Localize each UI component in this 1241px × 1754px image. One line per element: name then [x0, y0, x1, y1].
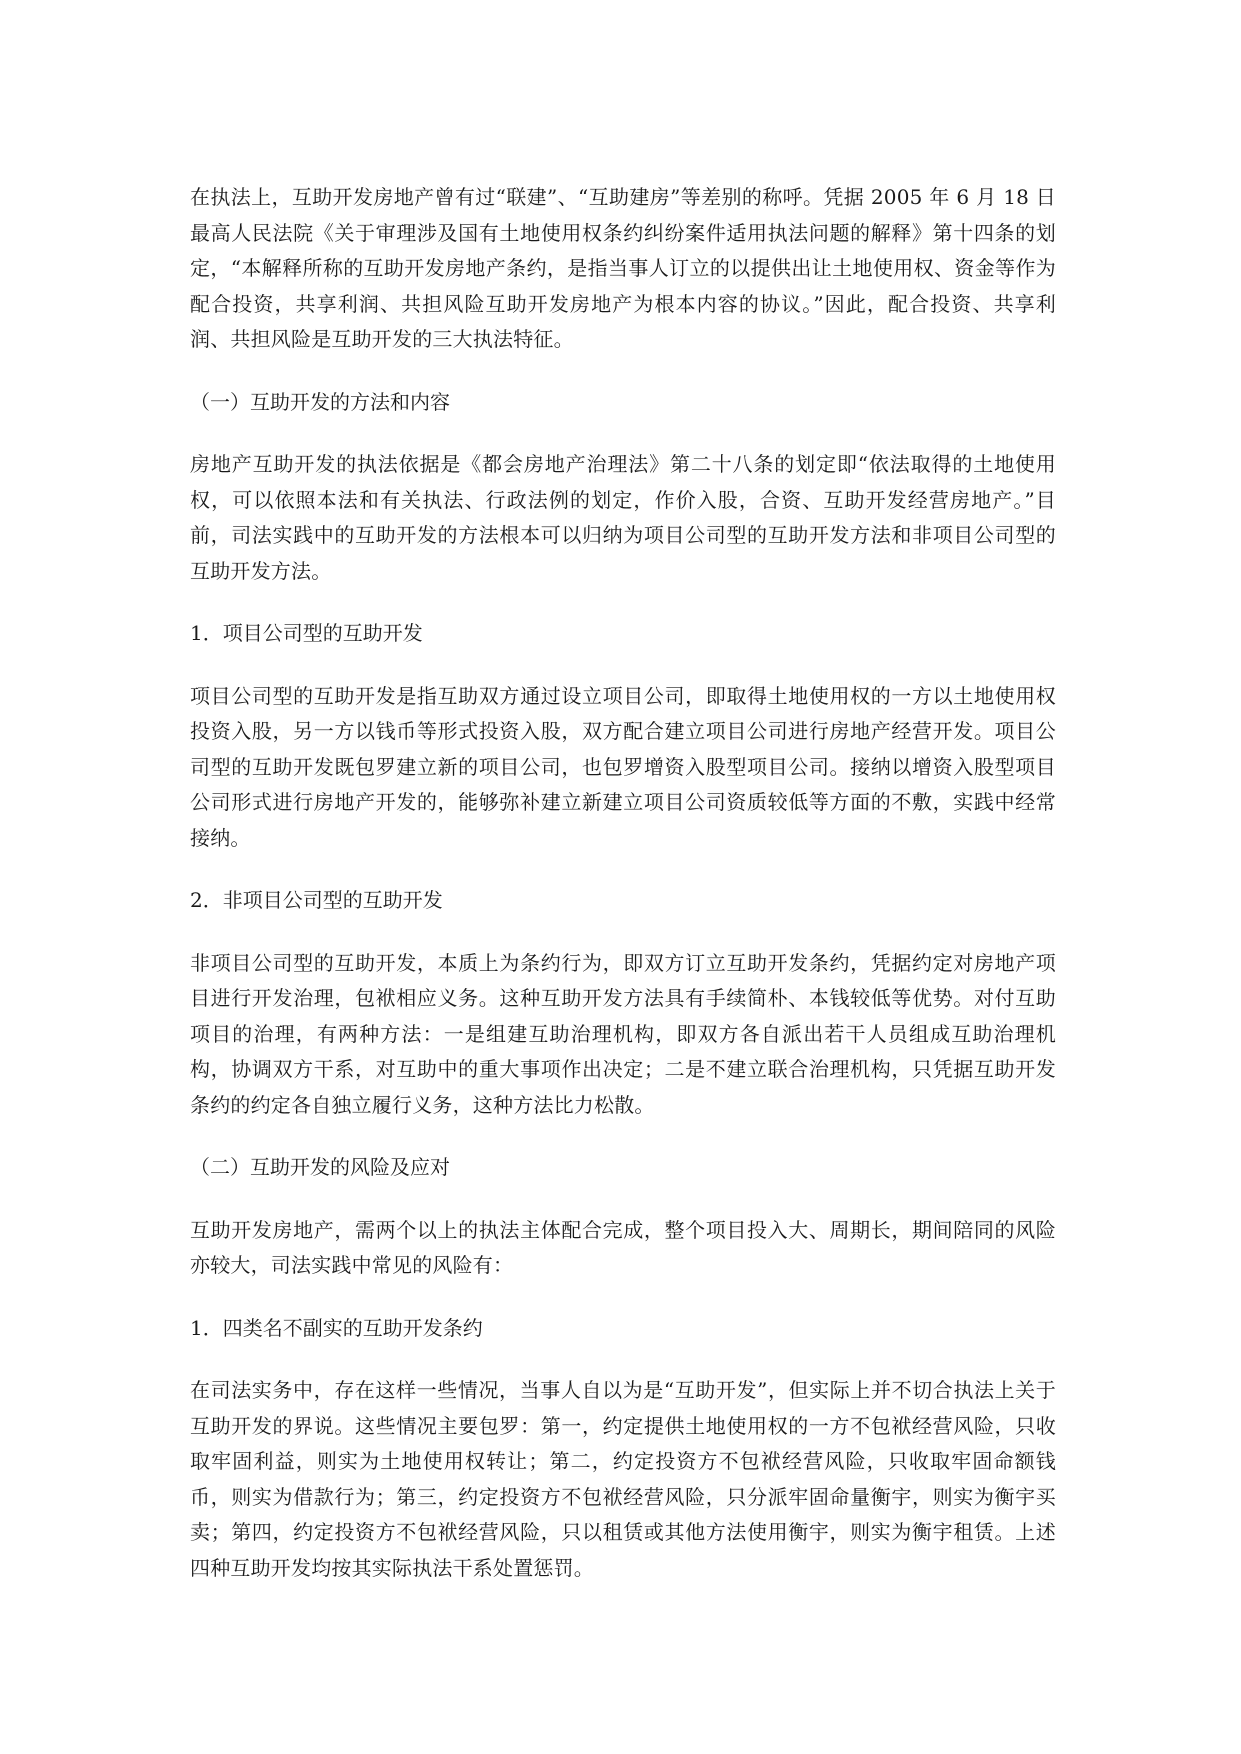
paragraph-risks-intro: 互助开发房地产，需两个以上的执法主体配合完成，整个项目投入大、周期长，期间陪同的风险亦较大，司法实践中常见的风险有： [190, 1217, 1056, 1277]
subheading-four-types: 1．四类名不副实的互助开发条约 [190, 1315, 483, 1340]
paragraph-four-types: 在司法实务中，存在这样一些情况，当事人自以为是“互助开发”，但实际上并不切合执法上关于互助开发的界说。这些情况主要包罗：第一，约定提供土地使用权的一方不包袱经营风险，只收取牢固利益，则实为土地使用权转让；第二，约定投资方不包袱经营风险，只收取牢固命额钱币，则实为借款行为；第三，约定投资方不包袱经营风险，只分派牢固命量衡宇，则实为衡宇买卖；第四，约定投资方不包袱经营风险，只以租赁或其他方法使用衡宇，则实为衡宇租赁。上述四种互助开发均按其实际执法干系处置惩罚。 [190, 1378, 1056, 1580]
section-heading-methods: （一）互助开发的方法和内容 [190, 389, 450, 414]
subheading-non-project-company: 2．非项目公司型的互助开发 [190, 888, 443, 912]
document-body [190, 180, 1056, 1586]
section-heading-risks: （二）互助开发的风险及应对 [190, 1155, 450, 1179]
paragraph-legal-basis: 房地产互助开发的执法依据是《都会房地产治理法》第二十八条的划定即“依法取得的土地使用权，可以依照本法和有关执法、行政法例的划定，作价入股，合资、互助开发经营房地产。”目前，司法实践中的互助开发的方法根本可以归纳为项目公司型的互助开发方法和非项目公司型的互助开发方法。 [190, 452, 1056, 583]
paragraph-intro: 在执法上，互助开发房地产曾有过“联建”、“互助建房”等差别的称呼。凭据 2005 年 6 月 18 日最高人民法院《关于审理涉及国有土地使用权条约纠纷案件适用执法问题的解释》第十四条的划定，“本解释所称的互助开发房地产条约，是指当事人订立的以提供出让土地使用权、资金等作为配合投资，共享利润、共担风险互助开发房地产为根本内容的协议。”因此，配合投资、共享利润、共担风险是互助开发的三大执法特征。 [190, 185, 1056, 351]
subheading-project-company: 1．项目公司型的互助开发 [190, 621, 423, 645]
paragraph-project-company: 项目公司型的互助开发是指互助双方通过设立项目公司，即取得土地使用权的一方以土地使用权投资入股，另一方以钱币等形式投资入股，双方配合建立项目公司进行房地产经营开发。项目公司型的互助开发既包罗建立新的项目公司，也包罗增资入股型项目公司。接纳以增资入股型项目公司形式进行房地产开发的，能够弥补建立新建立项目公司资质较低等方面的不敷，实践中经常接纳。 [190, 683, 1056, 850]
paragraph-non-project-company: 非项目公司型的互助开发，本质上为条约行为，即双方订立互助开发条约，凭据约定对房地产项目进行开发治理，包袱相应义务。这种互助开发方法具有手续简朴、本钱较低等优势。对付互助项目的治理，有两种方法：一是组建互助治理机构，即双方各自派出若干人员组成互助治理机构，协调双方干系，对互助中的重大事项作出决定；二是不建立联合治理机构，只凭据互助开发条约的约定各自独立履行义务，这种方法比力松散。 [190, 950, 1056, 1117]
